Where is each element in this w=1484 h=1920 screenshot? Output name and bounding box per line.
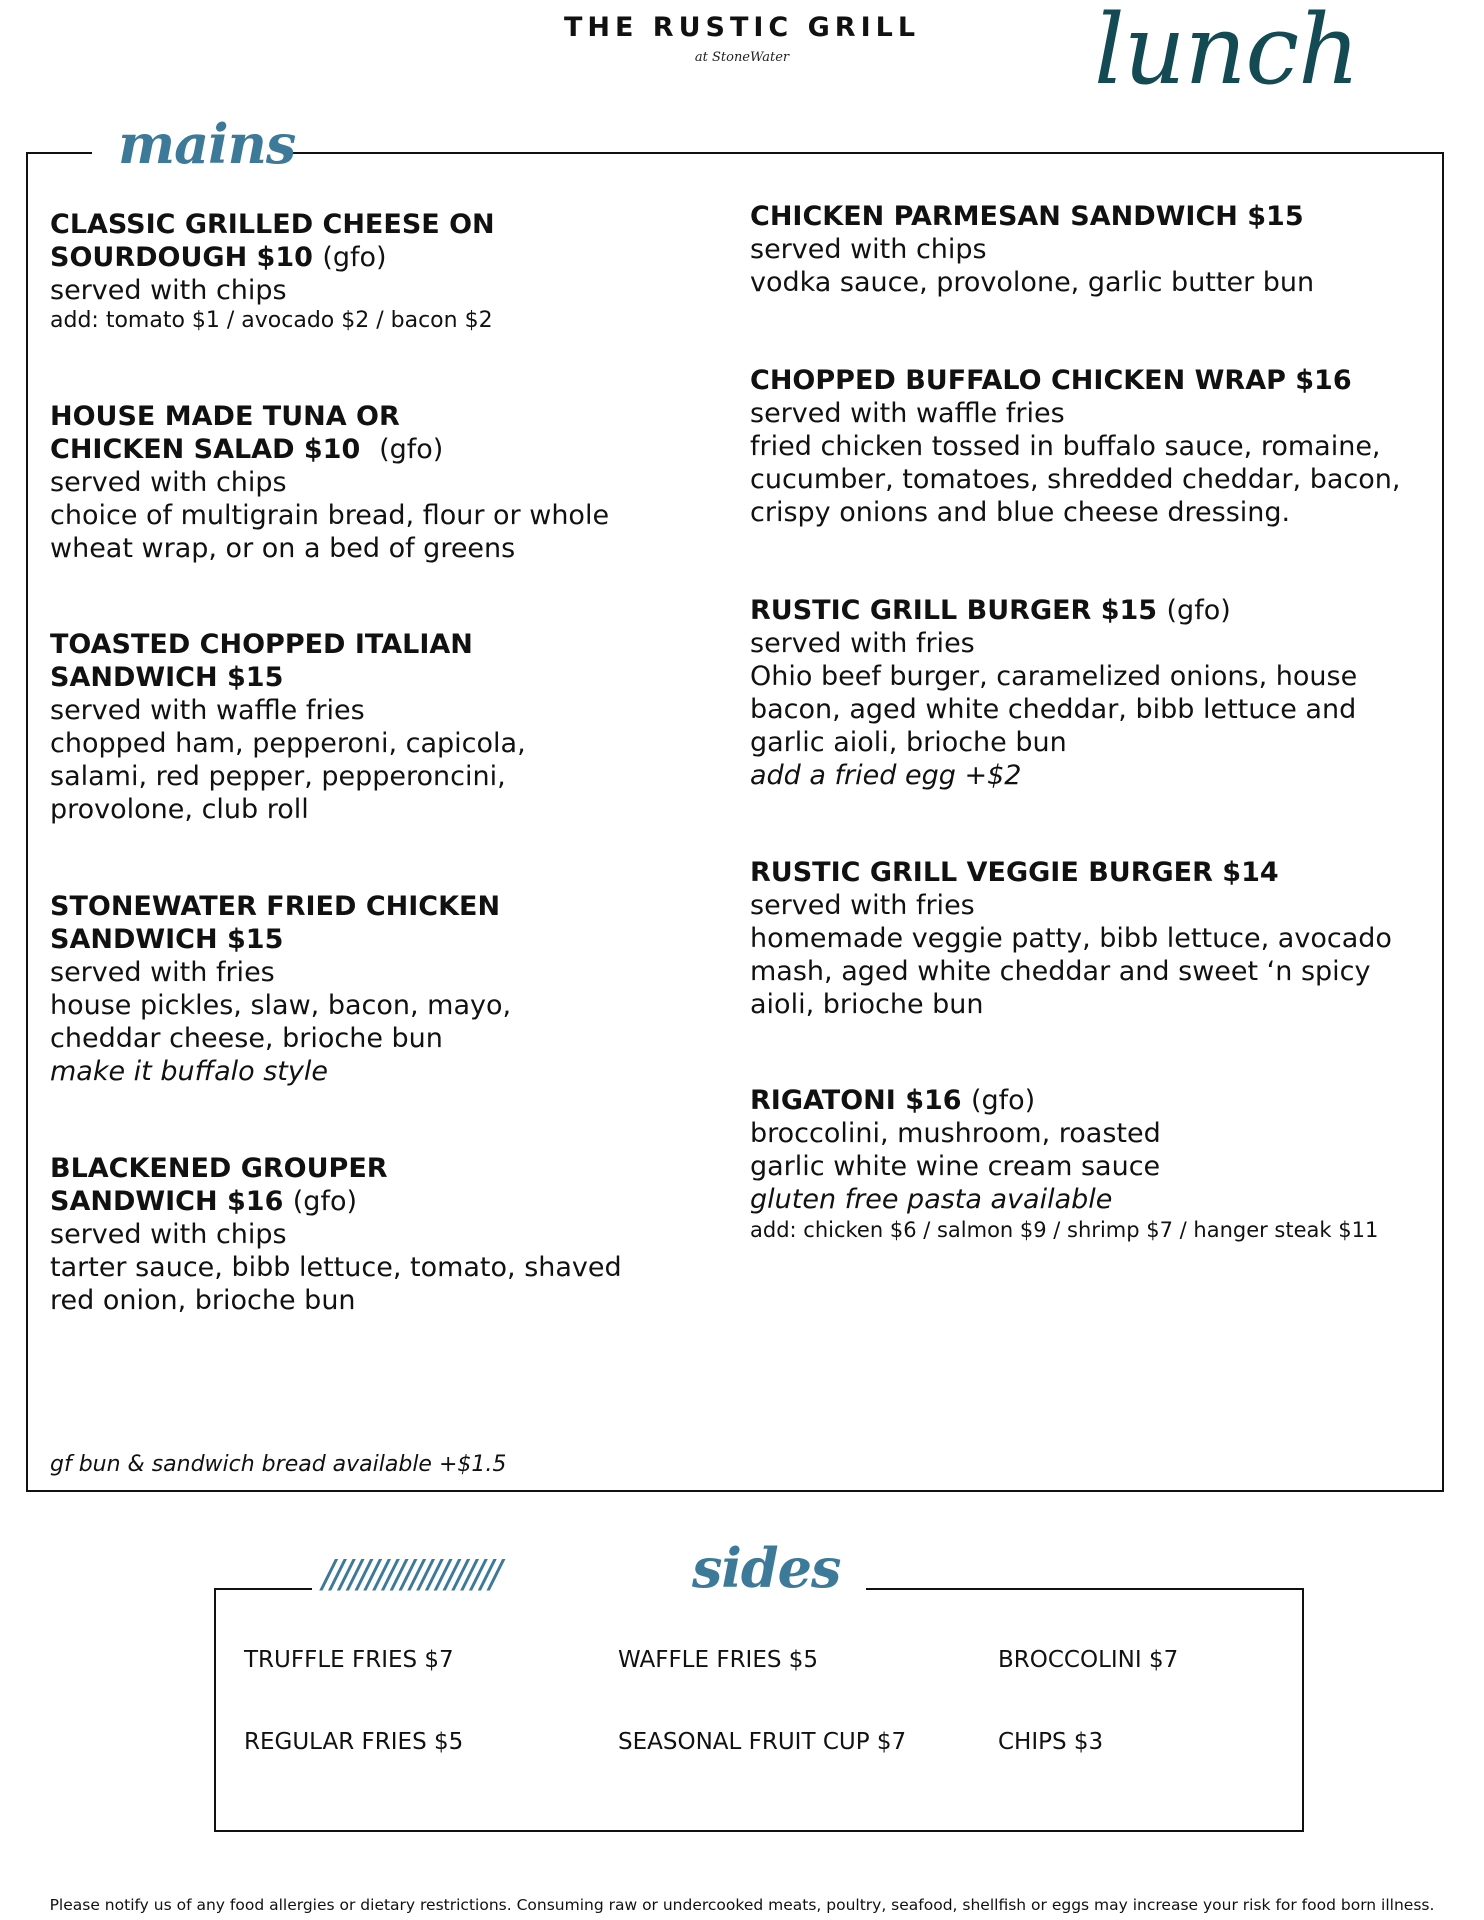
item-title-note: (gfo) — [1166, 595, 1231, 626]
item-description-line: homemade veggie patty, bibb lettuce, avocado — [750, 923, 1392, 954]
sides-rule-right — [866, 1588, 1304, 1590]
item-title-note: (gfo) — [322, 242, 387, 273]
menu-item-chopped-italian — [50, 628, 750, 826]
item-description-line: garlic white wine cream sauce — [750, 1151, 1161, 1182]
item-description-line: vodka sauce, provolone, garlic butter bun — [750, 267, 1315, 298]
item-description-line: served with chips — [50, 275, 287, 306]
mains-rule-left — [26, 152, 92, 154]
item-description-line: served with fries — [50, 957, 275, 988]
item-description-line: served with chips — [50, 1219, 287, 1250]
sides-heading: sides — [692, 1536, 841, 1600]
item-option-line: gluten free pasta available — [750, 1184, 1113, 1215]
item-description-line: served with fries — [750, 890, 975, 921]
item-description-line: served with chips — [50, 467, 287, 498]
item-description-line: salami, red pepper, pepperoncini, — [50, 761, 506, 792]
item-title-line: RIGATONI $16 — [750, 1085, 962, 1116]
item-title-line: SANDWICH $16 — [50, 1186, 284, 1217]
side-item-regular-fries: REGULAR FRIES $5 — [244, 1729, 464, 1755]
item-description-line: bacon, aged white cheddar, bibb lettuce and — [750, 694, 1357, 725]
item-description-line: served with waffle fries — [50, 695, 365, 726]
item-option-line: add a fried egg +$2 — [750, 760, 1022, 791]
menu-title: lunch — [1094, 0, 1359, 106]
item-description-line: provolone, club roll — [50, 794, 309, 825]
mains-rule-right — [292, 152, 1444, 154]
item-title-line: RUSTIC GRILL BURGER $15 — [750, 595, 1158, 626]
item-title-line: RUSTIC GRILL VEGGIE BURGER $14 — [750, 857, 1279, 888]
item-description-line: Ohio beef burger, caramelized onions, house — [750, 661, 1358, 692]
item-title-line: CHICKEN PARMESAN SANDWICH $15 — [750, 201, 1304, 232]
item-description-line: mash, aged white cheddar and sweet ‘n spicy — [750, 956, 1371, 987]
item-description-line: aioli, brioche bun — [750, 989, 984, 1020]
item-description-line: garlic aioli, brioche bun — [750, 727, 1067, 758]
item-description-line: broccolini, mushroom, roasted — [750, 1118, 1161, 1149]
item-title-note: (gfo) — [292, 1186, 357, 1217]
brand-name: THE RUSTIC GRILL — [563, 12, 921, 43]
item-title-line: SOURDOUGH $10 — [50, 242, 313, 273]
item-description-line: choice of multigrain bread, flour or whole — [50, 500, 610, 531]
item-description-line: cucumber, tomatoes, shredded cheddar, bacon, — [750, 464, 1401, 495]
brand-subtitle: at StoneWater — [694, 50, 790, 65]
item-description-line: cheddar cheese, brioche bun — [50, 1023, 443, 1054]
sides-slash-decoration: //////////////////// — [322, 1552, 499, 1596]
item-description-line: tarter sauce, bibb lettuce, tomato, shaved — [50, 1252, 622, 1283]
item-description-line: served with waffle fries — [750, 398, 1065, 429]
item-addon-line: add: chicken $6 / salmon $9 / shrimp $7 / hanger steak $11 — [750, 1218, 1379, 1242]
side-item-seasonal-fruit-cup: SEASONAL FRUIT CUP $7 — [618, 1729, 907, 1755]
item-title-line: STONEWATER FRIED CHICKEN — [50, 891, 501, 922]
item-description-line: crispy onions and blue cheese dressing. — [750, 497, 1291, 528]
item-description-line: chopped ham, pepperoni, capicola, — [50, 728, 526, 759]
menu-item-tuna-chicken-salad — [50, 400, 750, 565]
item-description-line: wheat wrap, or on a bed of greens — [50, 533, 516, 564]
item-option-line: make it buffalo style — [50, 1056, 328, 1087]
side-item-chips: CHIPS $3 — [998, 1729, 1104, 1755]
item-title-line: CLASSIC GRILLED CHEESE ON — [50, 209, 495, 240]
menu-item-veggie-burger — [750, 856, 1450, 1021]
menu-item-chicken-parmesan — [750, 200, 1450, 299]
item-title-line: SANDWICH $15 — [50, 924, 284, 955]
allergy-disclaimer: Please notify us of any food allergies or dietary restrictions. Consuming raw or undercooked meats, poultry, seafood, shellfish or eggs may increase your risk for food born illness. — [49, 1896, 1435, 1914]
side-item-broccolini: BROCCOLINI $7 — [998, 1647, 1179, 1673]
menu-item-buffalo-chicken-wrap — [750, 364, 1450, 529]
item-title-note: (gfo) — [970, 1085, 1036, 1116]
item-title-line: HOUSE MADE TUNA OR — [50, 401, 400, 432]
side-item-truffle-fries: TRUFFLE FRIES $7 — [244, 1647, 454, 1673]
menu-item-blackened-grouper — [50, 1152, 750, 1317]
menu-item-rustic-grill-burger — [750, 594, 1450, 792]
item-description-line: house pickles, slaw, bacon, mayo, — [50, 990, 512, 1021]
item-title-line: CHICKEN SALAD $10 — [50, 434, 361, 465]
item-description-line: red onion, brioche bun — [50, 1285, 356, 1316]
item-addon-line: add: tomato $1 / avocado $2 / bacon $2 — [50, 308, 493, 333]
menu-item-fried-chicken — [50, 890, 750, 1088]
menu-item-rigatoni — [750, 1084, 1450, 1244]
item-title-line: BLACKENED GROUPER — [50, 1153, 388, 1184]
menu-item-grilled-cheese — [50, 208, 750, 335]
sides-rule-left — [214, 1588, 312, 1590]
item-title-line: CHOPPED BUFFALO CHICKEN WRAP $16 — [750, 365, 1352, 396]
sides-section-frame — [214, 1588, 1304, 1832]
item-description-line: served with chips — [750, 234, 987, 265]
item-title-note: (gfo) — [379, 434, 444, 465]
side-item-waffle-fries: WAFFLE FRIES $5 — [618, 1647, 819, 1673]
mains-heading: mains — [118, 112, 296, 176]
item-description-line: served with fries — [750, 628, 975, 659]
item-title-line: TOASTED CHOPPED ITALIAN — [50, 629, 473, 660]
gf-bread-note: gf bun & sandwich bread available +$1.5 — [50, 1452, 507, 1477]
item-description-line: fried chicken tossed in buffalo sauce, romaine, — [750, 431, 1381, 462]
item-title-line: SANDWICH $15 — [50, 662, 284, 693]
